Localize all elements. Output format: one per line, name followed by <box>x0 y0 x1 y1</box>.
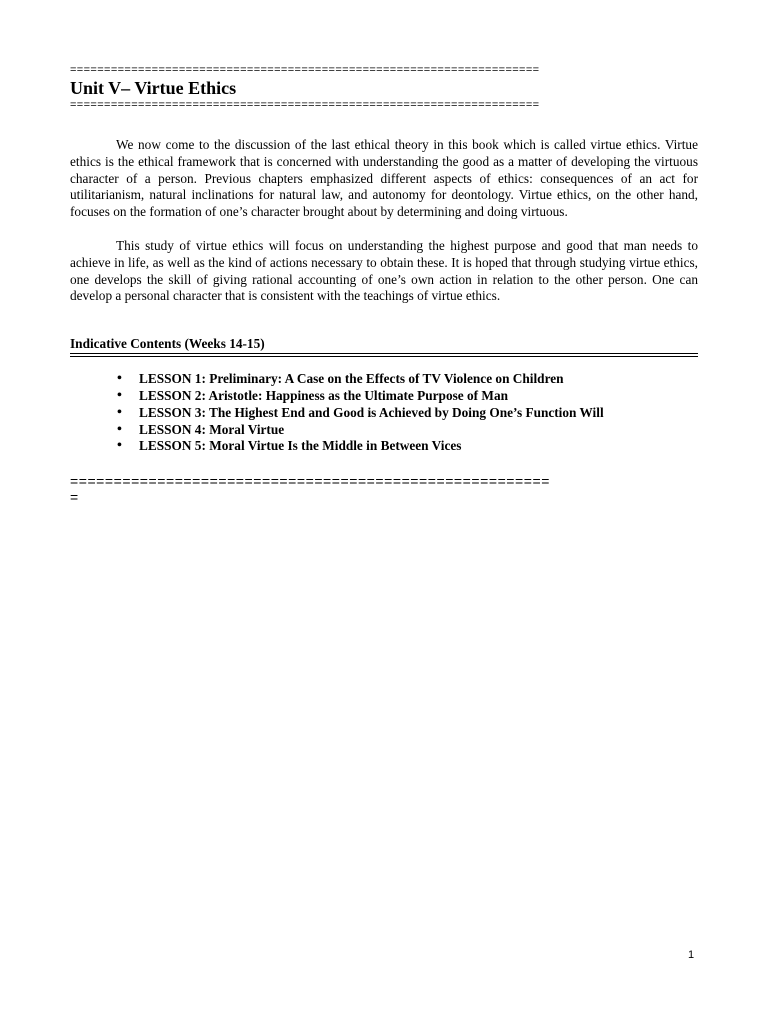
study-paragraph: This study of virtue ethics will focus on understanding the highest purpose and good that man needs to achieve in life, as well as the kind of actions necessary to obtain these. It is hoped that through studying virtue ethics, one develops the skill of giving rational accounting of one’s own action in relation to the other person. One can develop a personal character that is consistent with the teachings of virtue ethics. <box>70 237 698 304</box>
lesson-label: LESSON 3: The Highest End and Good is Achieved by Doing One’s Function Will <box>139 404 604 420</box>
page-number: 1 <box>688 949 695 961</box>
lesson-label: LESSON 4: Moral Virtue <box>139 421 285 437</box>
contents-heading: Indicative Contents (Weeks 14-15) <box>70 336 265 352</box>
top-rule: ===================================================================== <box>70 64 540 76</box>
lesson-label: LESSON 1: Preliminary: A Case on the Effects of TV Violence on Children <box>139 371 564 387</box>
closing-rule-tail: = <box>70 489 79 506</box>
contents-double-rule <box>70 353 698 357</box>
bullet-icon: • <box>117 404 122 420</box>
title-underline-rule: ===================================================================== <box>70 99 540 111</box>
list-item <box>117 388 698 405</box>
bullet-icon: • <box>117 387 122 403</box>
closing-rule-line: ======================================================= <box>70 473 550 490</box>
intro-paragraph: We now come to the discussion of the last ethical theory in this book which is called virtue ethics. Virtue ethics is the ethical framework that is concerned with understanding the good as a matter of developing the virtuous character of a person. Previous chapters emphasized different aspects of ethics: consequences of an act for utilitarianism, natural inclinations for natural law, and autonomy for deontology. Virtue ethics, on the other hand, focuses on the formation of one’s character brought about by determining and doing virtuous. <box>70 137 698 220</box>
list-item <box>117 371 698 388</box>
document-page <box>70 64 698 505</box>
lesson-label: LESSON 5: Moral Virtue Is the Middle in Between Vices <box>139 438 462 454</box>
list-item <box>117 405 698 422</box>
bullet-icon: • <box>117 421 122 437</box>
unit-title: Unit V– Virtue Ethics <box>70 78 237 98</box>
bullet-icon: • <box>117 438 122 454</box>
list-item <box>117 422 698 439</box>
bullet-icon: • <box>117 371 122 387</box>
lesson-list <box>70 371 698 455</box>
lesson-label: LESSON 2: Aristotle: Happiness as the Ultimate Purpose of Man <box>139 387 508 403</box>
list-item <box>117 438 698 455</box>
closing-rule <box>70 473 698 505</box>
